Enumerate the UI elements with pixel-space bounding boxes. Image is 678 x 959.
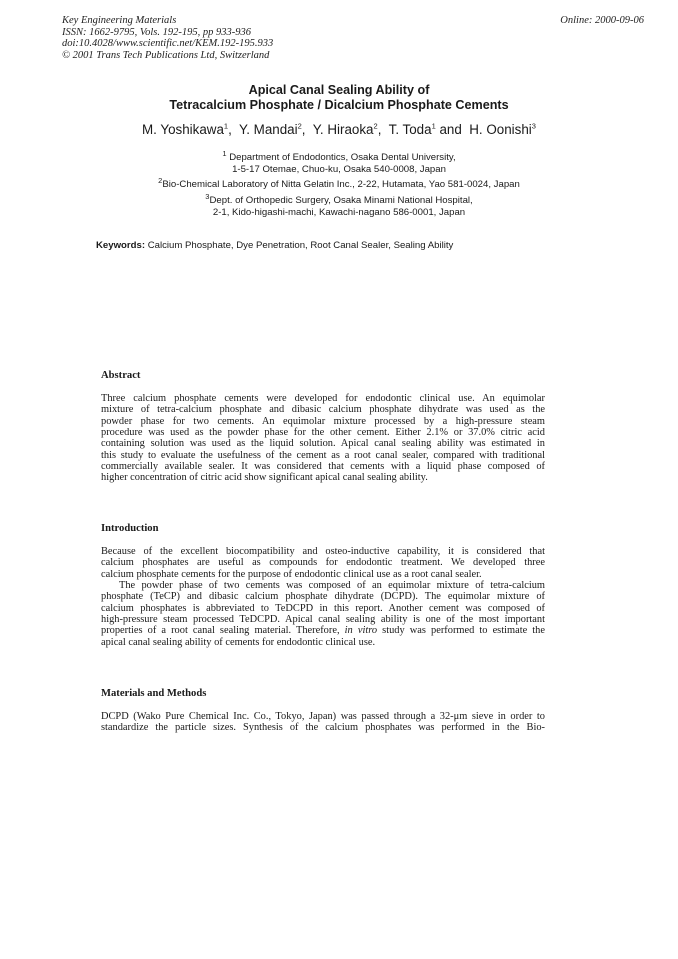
doi-line[interactable]: doi:10.4028/www.scientific.net/KEM.192-195.933 (62, 38, 274, 50)
methods-body (101, 711, 545, 734)
text-line: mixture of tetra-calcium phosphate and dibasic calcium phosphate dihydrate was used as the (101, 404, 545, 416)
text-line: calcium phosphate cements for the purpose of endodontic clinical use as a root canal sealer. (101, 568, 482, 580)
author-separator: , (377, 122, 386, 137)
author-affiliation-mark: 3 (531, 121, 536, 131)
author-affiliation-mark: 2 (297, 121, 302, 131)
affiliation-line: Bio-Chemical Laboratory of Nitta Gelatin Inc., 2-22, Hutamata, Yao 581-0024, Japan (162, 179, 520, 190)
text-line: Three calcium phosphate cements were developed for endodontic clinical use. An equimolar (101, 393, 545, 404)
introduction-body (101, 546, 545, 648)
title-line-1: Apical Canal Sealing Ability of (248, 83, 430, 97)
author-name: M. Yoshikawa (142, 122, 224, 137)
affiliation-line: 1-5-17 Otemae, Chuo-ku, Osaka 540-0008, Japan (232, 164, 446, 176)
copyright-line: © 2001 Trans Tech Publications Ltd, Switzerland (62, 49, 270, 61)
introduction-heading: Introduction (101, 523, 159, 534)
text-line: calcium phosphates is abbreviated to TeDCPD in this report. Another cement was composed of (101, 602, 545, 614)
paper-title (0, 83, 678, 113)
text-segment: properties of a root canal sealing material. Therefore, (101, 625, 340, 637)
affiliation-line: Dept. of Orthopedic Surgery, Osaka Minami National Hospital, (209, 195, 473, 206)
text-line: The powder phase of two cements was composed of an equimolar mixture of tetra-calcium (119, 580, 545, 592)
keywords (96, 240, 453, 252)
keywords-text: Calcium Phosphate, Dye Penetration, Root Canal Sealer, Sealing Ability (147, 240, 454, 251)
author-separator: , (301, 122, 310, 137)
affiliation-mark: 3 (205, 191, 210, 201)
abstract-heading: Abstract (101, 370, 141, 381)
title-line-2: Tetracalcium Phosphate / Dicalcium Phosphate Cements (169, 98, 509, 112)
italic-term: in vitro (344, 625, 378, 637)
affiliation-line: Department of Endodontics, Osaka Dental University, (229, 152, 456, 163)
journal-header (62, 15, 273, 61)
text-line: powder phase for two cements. An equimolar mixture processed by a high-pressure steam (101, 415, 545, 427)
text-line: containing solution was used as the liquid solution. Apical canal sealing ability was estimated in (101, 438, 545, 450)
affiliation-3 (0, 191, 678, 219)
text-line: this study to evaluate the usefulness of the cement as a root canal sealer, compared with traditional (101, 449, 545, 461)
author-affiliation-mark: 1 (431, 121, 436, 131)
methods-heading: Materials and Methods (101, 688, 207, 699)
text-line: calcium phosphates are useful as compounds for endodontic treatment. We developed three (101, 557, 545, 569)
author-name: Y. Mandai (239, 122, 298, 137)
author-name: Y. Hiraoka (312, 122, 374, 137)
affiliation-line: 2-1, Kido-higashi-machi, Kawachi-nagano 586-0001, Japan (212, 207, 466, 219)
author-affiliation-mark: 1 (223, 121, 229, 131)
issn-line: ISSN: 1662-9795, Vols. 192-195, pp 933-936 (62, 26, 251, 38)
text-line: phosphate (TeCP) and dibasic calcium phosphate dihydrate (DCPD). The equimolar mixture of (101, 591, 545, 603)
text-line: commercially available sealer. It was considered that cements with a liquid phase composed of (101, 461, 545, 473)
text-line-mixed (101, 625, 545, 636)
author-name: H. Oonishi (469, 122, 532, 137)
affiliation-mark: 1 (222, 148, 227, 158)
author-separator: and (435, 122, 466, 137)
affiliation-mark: 2 (158, 175, 163, 185)
author-name: T. Toda (388, 122, 432, 137)
text-line: apical canal sealing ability of cements for endodontic clinical use. (101, 636, 376, 648)
text-line: procedure was used as the powder phase for the other cement. Either 2.1% or 37.0% citric acid (101, 427, 545, 439)
keywords-label: Keywords: (96, 240, 146, 251)
abstract-body (101, 393, 545, 484)
text-line: higher concentration of citric acid show significant apical canal sealing ability. (101, 472, 428, 484)
text-line: standardize the particle sizes. Synthesis of the calcium phosphates was performed in the Bio- (101, 722, 545, 734)
journal-name: Key Engineering Materials (62, 15, 177, 26)
text-segment: study was performed to estimate the (382, 625, 545, 637)
author-affiliation-mark: 2 (373, 121, 378, 131)
online-date: Online: 2000-09-06 (560, 15, 644, 26)
text-line: high-pressure steam processed TeDCPD. Apical canal sealing ability is one of the most important (101, 614, 545, 626)
affiliation-2 (0, 175, 678, 191)
author-list (0, 122, 678, 138)
text-line: DCPD (Wako Pure Chemical Inc. Co., Tokyo, Japan) was passed through a 32-μm sieve in order to (101, 711, 545, 722)
affiliation-1 (0, 148, 678, 176)
text-line: Because of the excellent biocompatibility and osteo-inductive capability, it is considered that (101, 546, 545, 557)
author-separator: , (228, 122, 236, 137)
